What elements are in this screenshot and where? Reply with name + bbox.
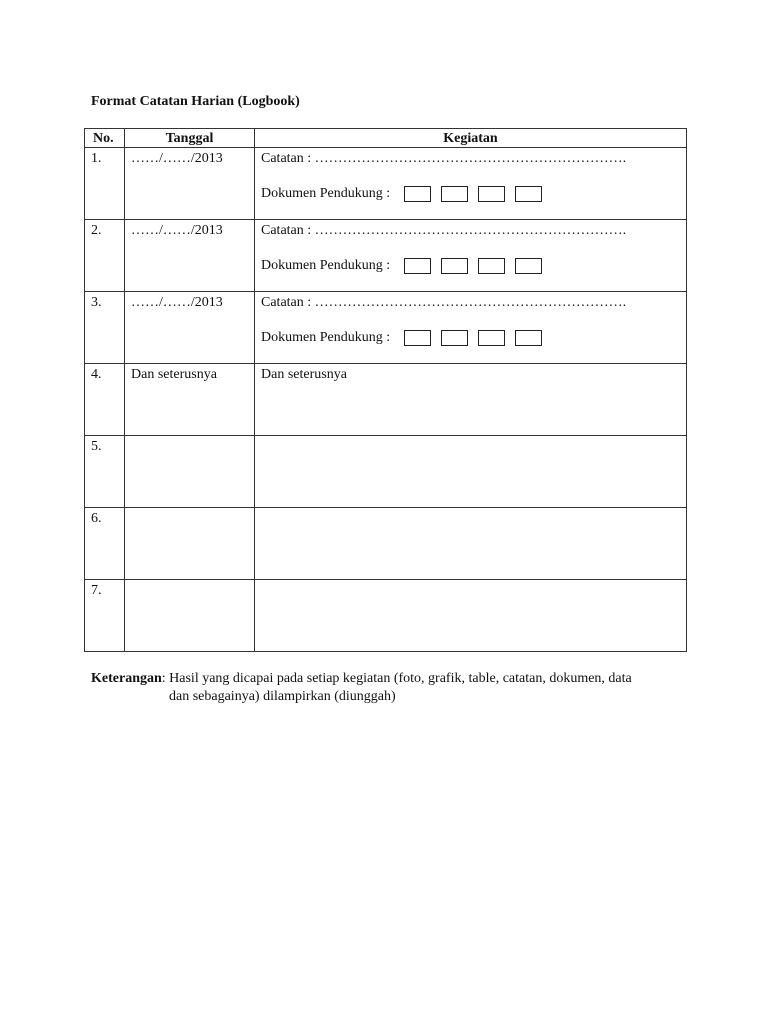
catatan-label: Catatan : <box>261 295 312 310</box>
keterangan-label: Keterangan <box>91 671 162 686</box>
table-row <box>85 364 687 436</box>
document-box[interactable] <box>441 186 468 202</box>
catatan-dots: …………………………………………………………. <box>314 151 627 166</box>
table-row <box>85 292 687 364</box>
cell-no: 6. <box>85 508 125 580</box>
cell-kegiatan <box>255 292 687 364</box>
catatan-line <box>261 294 680 311</box>
cell-no: 7. <box>85 580 125 652</box>
cell-no: 4. <box>85 364 125 436</box>
catatan-dots: …………………………………………………………. <box>314 223 627 238</box>
table-row <box>85 220 687 292</box>
cell-kegiatan <box>255 508 687 580</box>
cell-kegiatan: Dan seterusnya <box>255 364 687 436</box>
cell-tanggal: ……/……/2013 <box>125 220 255 292</box>
table-row <box>85 436 687 508</box>
header-kegiatan: Kegiatan <box>255 129 687 148</box>
table-row <box>85 580 687 652</box>
keterangan-note <box>91 670 691 706</box>
dokumen-label: Dokumen Pendukung : <box>261 330 391 345</box>
cell-tanggal: ……/……/2013 <box>125 148 255 220</box>
cell-tanggal <box>125 436 255 508</box>
cell-kegiatan <box>255 148 687 220</box>
cell-no: 1. <box>85 148 125 220</box>
document-box[interactable] <box>441 330 468 346</box>
document-box[interactable] <box>515 330 542 346</box>
document-box[interactable] <box>441 258 468 274</box>
document-title: Format Catatan Harian (Logbook) <box>91 94 300 109</box>
document-box[interactable] <box>404 186 431 202</box>
dokumen-label: Dokumen Pendukung : <box>261 258 391 273</box>
cell-kegiatan <box>255 580 687 652</box>
header-tanggal: Tanggal <box>125 129 255 148</box>
dokumen-pendukung <box>261 257 680 274</box>
table-row <box>85 508 687 580</box>
keterangan-line1: : Hasil yang dicapai pada setiap kegiatan (foto, grafik, table, catatan, dokumen, data <box>161 671 632 686</box>
table-row <box>85 148 687 220</box>
document-box[interactable] <box>478 258 505 274</box>
cell-kegiatan <box>255 436 687 508</box>
dokumen-pendukung <box>261 329 680 346</box>
catatan-line <box>261 150 680 167</box>
document-box[interactable] <box>478 186 505 202</box>
table-header-row <box>85 129 687 148</box>
cell-tanggal <box>125 508 255 580</box>
document-box[interactable] <box>515 258 542 274</box>
cell-tanggal: Dan seterusnya <box>125 364 255 436</box>
dokumen-pendukung <box>261 185 680 202</box>
logbook-table <box>84 128 687 652</box>
catatan-dots: …………………………………………………………. <box>314 295 627 310</box>
cell-no: 5. <box>85 436 125 508</box>
document-box[interactable] <box>404 258 431 274</box>
catatan-label: Catatan : <box>261 151 312 166</box>
header-no: No. <box>85 129 125 148</box>
cell-tanggal: ……/……/2013 <box>125 292 255 364</box>
cell-kegiatan <box>255 220 687 292</box>
document-box[interactable] <box>515 186 542 202</box>
keterangan-line2: dan sebagainya) dilampirkan (diunggah) <box>169 689 396 704</box>
dokumen-label: Dokumen Pendukung : <box>261 186 391 201</box>
catatan-label: Catatan : <box>261 223 312 238</box>
cell-no: 2. <box>85 220 125 292</box>
catatan-line <box>261 222 680 239</box>
cell-no: 3. <box>85 292 125 364</box>
document-box[interactable] <box>404 330 431 346</box>
cell-tanggal <box>125 580 255 652</box>
document-box[interactable] <box>478 330 505 346</box>
